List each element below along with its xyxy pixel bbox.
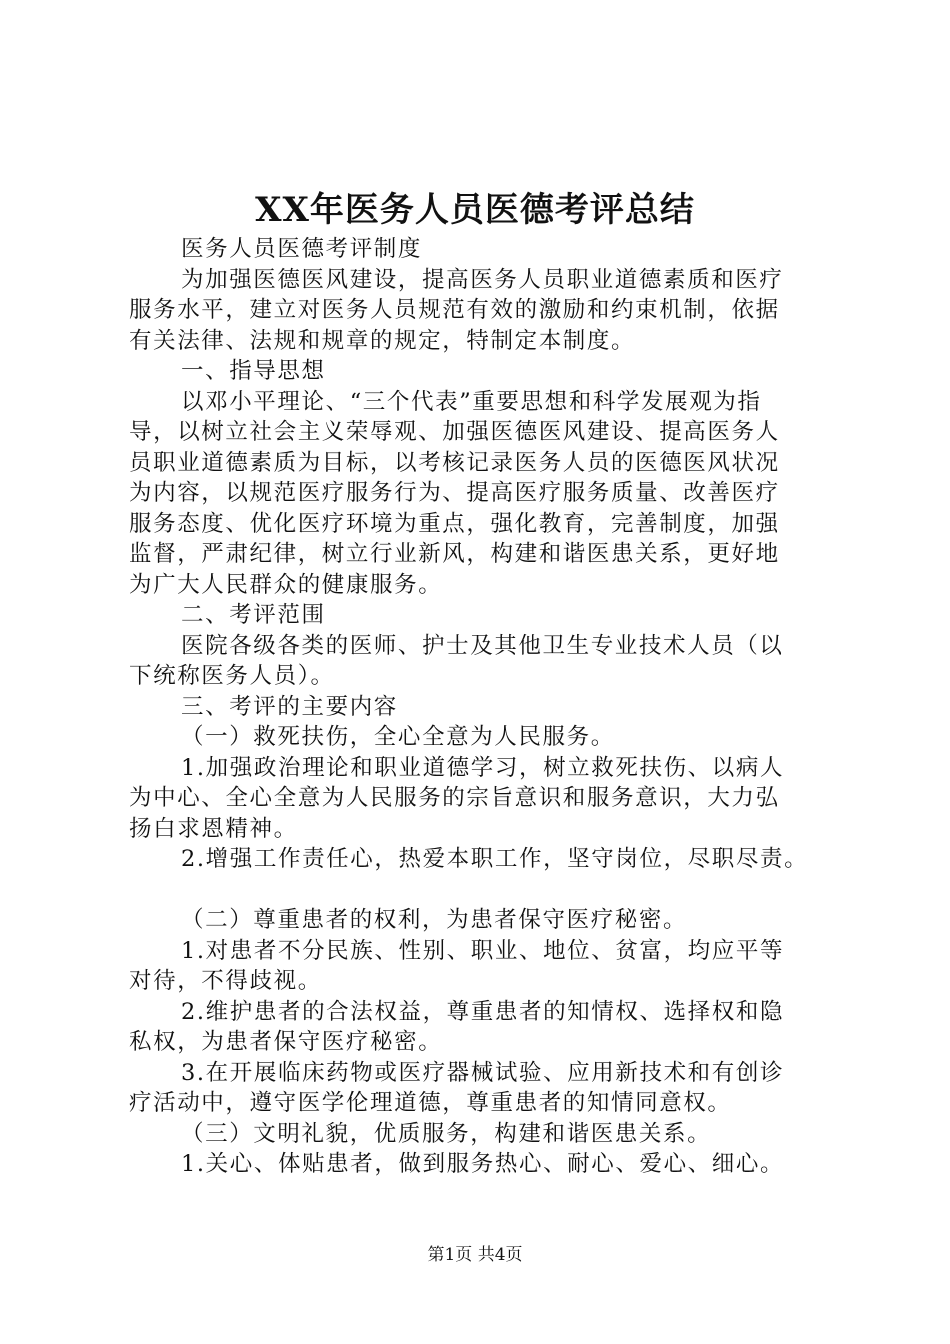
text-line: 为中心、全心全意为人民服务的宗旨意识和服务意识，大力弘 xyxy=(129,785,780,811)
text-line: 有关法律、法规和规章的规定，特制定本制度。 xyxy=(129,327,636,354)
text-line: 1.加强政治理论和职业道德学习，树立救死扶伤、以病人 xyxy=(181,754,785,781)
text-line: 1.对患者不分民族、性别、职业、地位、贫富，均应平等 xyxy=(181,937,785,964)
page-footer: 第1页 共4页 xyxy=(427,1245,523,1265)
text-line: 服务水平，建立对医务人员规范有效的激励和约束机制，依据 xyxy=(129,297,780,323)
text-line: 对待，不得歧视。 xyxy=(129,968,322,994)
text-line: 医院各级各类的医师、护士及其他卫生专业技术人员（以 xyxy=(181,632,784,659)
text-line: 3.在开展临床药物或医疗器械试验、应用新技术和有创诊 xyxy=(181,1059,785,1086)
blank-line xyxy=(129,875,849,906)
text-line: （二）尊重患者的权利，为患者保守医疗秘密。 xyxy=(181,907,688,933)
text-line: 服务态度、优化医疗环境为重点，强化教育，完善制度，加强 xyxy=(129,510,780,537)
page-title: XX年医务人员医德考评总结 xyxy=(255,190,695,230)
text-line: 以邓小平理论、“三个代表”重要思想和科学发展观为指 xyxy=(181,388,762,415)
text-line: 二、考评范围 xyxy=(181,602,326,628)
text-line: 1.关心、体贴患者，做到服务热心、耐心、爱心、细心。 xyxy=(181,1151,785,1177)
document-body xyxy=(129,234,849,1180)
text-line: 导，以树立社会主义荣辱观、加强医德医风建设、提高医务人 xyxy=(129,419,780,445)
text-line: 下统称医务人员）。 xyxy=(129,663,335,689)
text-line: 2.增强工作责任心，热爱本职工作，坚守岗位，尽职尽责。 xyxy=(181,846,809,872)
text-line: 为内容，以规范医疗服务行为、提高医疗服务质量、改善医疗 xyxy=(129,480,780,506)
text-line: 员职业道德素质为目标，以考核记录医务人员的医德医风状况 xyxy=(129,449,780,476)
text-line: （一）救死扶伤，全心全意为人民服务。 xyxy=(181,724,615,750)
text-line: 一、指导思想 xyxy=(181,358,326,384)
text-line: 为加强医德医风建设，提高医务人员职业道德素质和医疗 xyxy=(181,266,784,293)
text-line: 疗活动中，遵守医学伦理道德，尊重患者的知情同意权。 xyxy=(129,1090,732,1116)
text-line: 医务人员医德考评制度 xyxy=(181,236,423,262)
text-line: 为广大人民群众的健康服务。 xyxy=(129,571,443,598)
text-line: 扬白求恩精神。 xyxy=(129,815,298,842)
text-line: （三）文明礼貌，优质服务，构建和谐医患关系。 xyxy=(181,1120,712,1147)
text-line: 监督，严肃纪律，树立行业新风，构建和谐医患关系，更好地 xyxy=(129,541,780,567)
text-line: 2.维护患者的合法权益，尊重患者的知情权、选择权和隐 xyxy=(181,998,785,1025)
text-line: 私权，为患者保守医疗秘密。 xyxy=(129,1029,443,1055)
text-line: 三、考评的主要内容 xyxy=(181,693,398,720)
